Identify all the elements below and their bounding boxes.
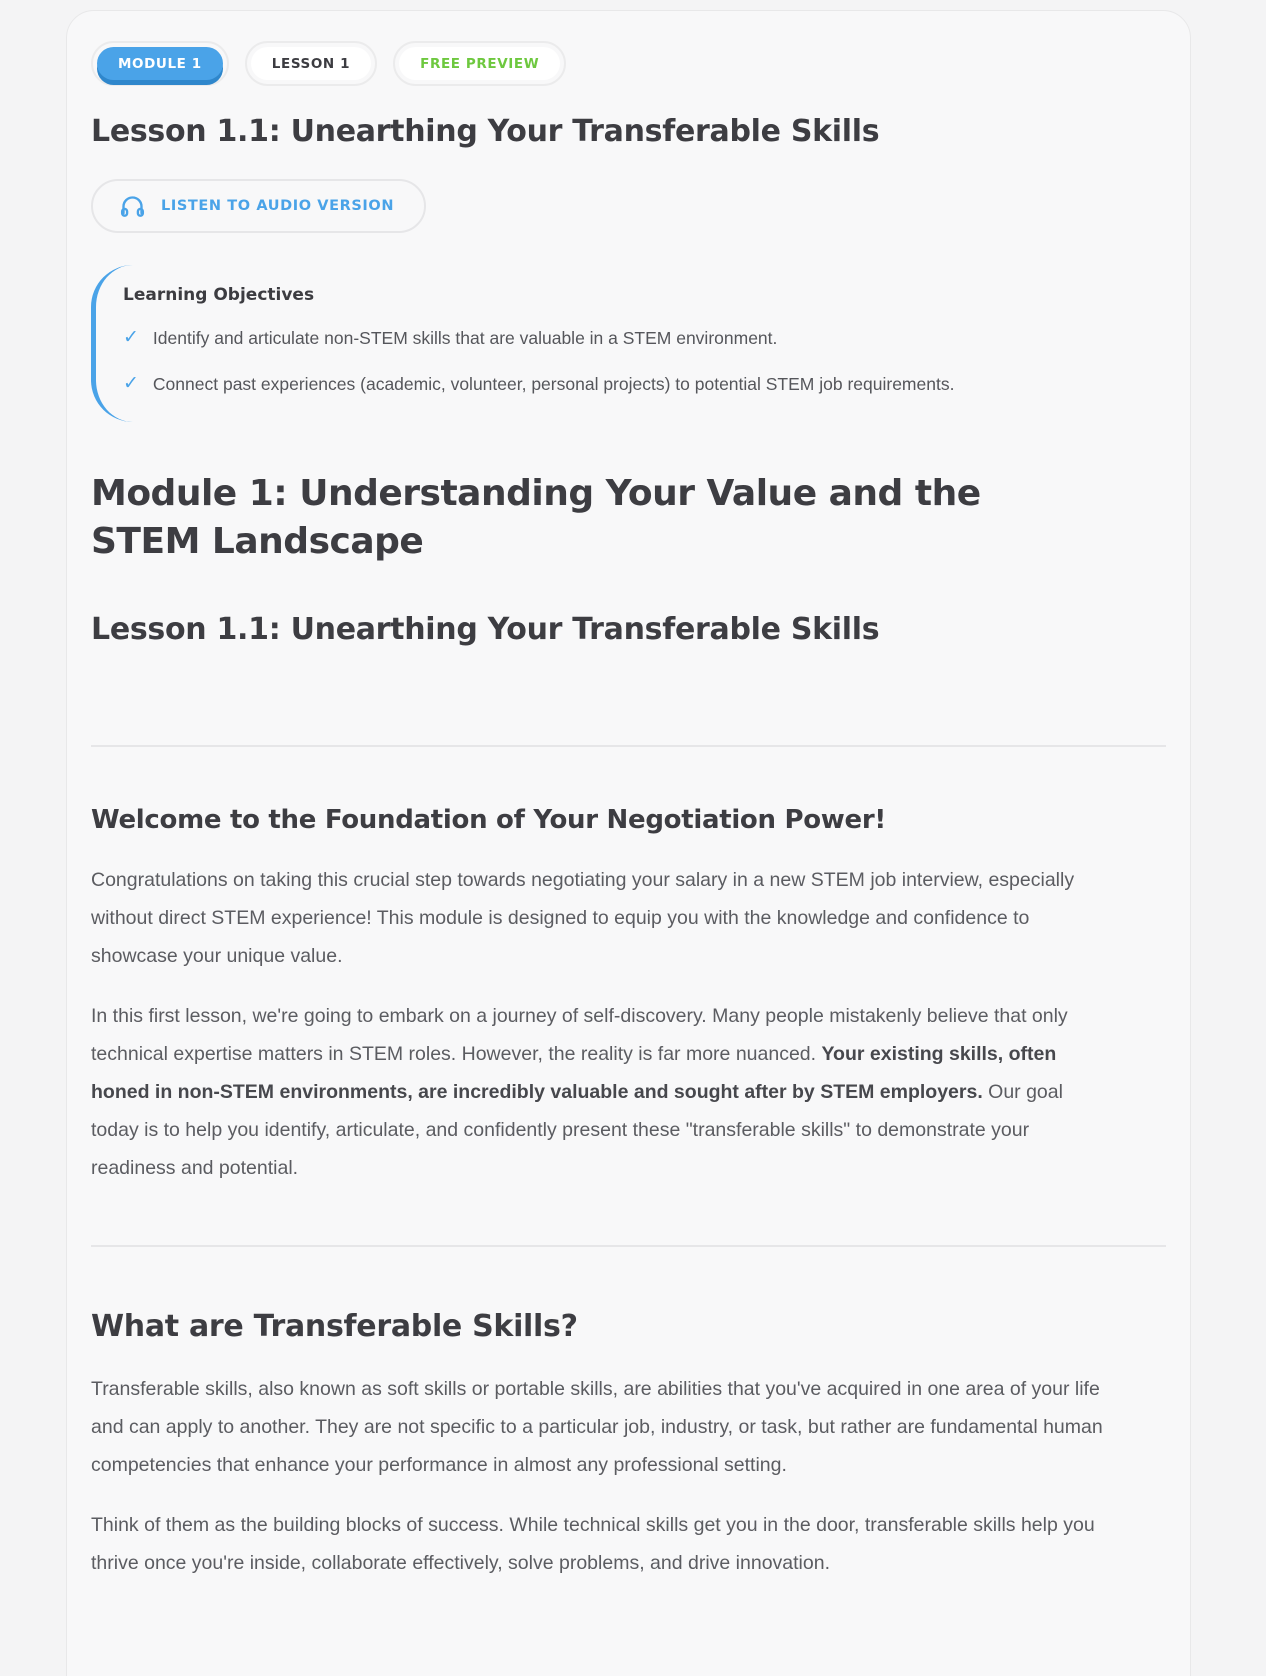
paragraph: Congratulations on taking this crucial step towards negotiating your salary in a new STEM job interview, especially without direct STEM experience! This module is designed to equip you with the knowledge and confidence to showcase your unique value. <box>91 869 1075 968</box>
free-preview-badge-label: FREE PREVIEW <box>399 47 560 80</box>
lesson-badge-label: LESSON 1 <box>251 47 371 80</box>
headphones-icon <box>119 193 146 220</box>
free-preview-badge <box>393 41 566 86</box>
paragraph: Transferable skills, also known as soft skills or portable skills, are abilities that you've acquired in one area of your life and can apply to another. They are not specific to a particular job, industry, or task, but rather are fundamental human competencies that enhance your performance in almost any professional setting. <box>91 1378 1103 1477</box>
lesson-heading: Lesson 1.1: Unearthing Your Transferable Skills <box>91 612 880 648</box>
paragraph: Think of them as the building blocks of success. While technical skills get you in the door, transferable skills help you thrive once you're inside, collaborate effectively, solve problems, and drive innovation. <box>91 1514 1095 1575</box>
objective-text: Identify and articulate non-STEM skills that are valuable in a STEM environment. <box>152 328 778 348</box>
check-icon: ✓ <box>123 372 139 394</box>
learning-objectives-title: Learning Objectives <box>123 285 315 305</box>
paragraph-text: In this first lesson, we're going to embark on a journey of self-discovery. Many people mistakenly believe that only technical expertise matters in STEM roles. However, the reality is far more nuanced. <box>91 1005 1068 1066</box>
listen-audio-button[interactable] <box>91 179 426 233</box>
paragraph-text: Our goal today is to help you identify, articulate, and confidently present these "transferable skills" to demonstrate your readiness and potential. <box>91 1081 1063 1180</box>
divider <box>91 745 1166 747</box>
module-heading: Module 1: Understanding Your Value and the STEM Landscape <box>91 473 981 563</box>
listen-audio-label: LISTEN TO AUDIO VERSION <box>161 198 395 214</box>
module-badge-label: MODULE 1 <box>97 47 223 80</box>
badge-row <box>91 41 1166 86</box>
page-title: Lesson 1.1: Unearthing Your Transferable Skills <box>91 114 880 149</box>
module-badge <box>91 41 229 86</box>
divider <box>91 1245 1166 1247</box>
learning-objectives-box <box>91 265 1121 422</box>
transferable-skills-heading: What are Transferable Skills? <box>91 1309 578 1345</box>
lesson-badge <box>245 41 377 86</box>
list-item <box>123 372 1121 397</box>
lesson-card <box>66 10 1191 1676</box>
paragraph-bold-text: Your existing skills, often honed in non-STEM environments, are incredibly valuable and sought after by STEM employers. <box>91 1043 1057 1104</box>
check-icon: ✓ <box>123 327 139 348</box>
paragraph <box>91 997 1111 1187</box>
objective-text: Connect past experiences (academic, volunteer, personal projects) to potential STEM job requirements. <box>152 373 955 394</box>
welcome-section-heading: Welcome to the Foundation of Your Negotiation Power! <box>91 805 886 836</box>
list-item <box>123 326 1121 351</box>
